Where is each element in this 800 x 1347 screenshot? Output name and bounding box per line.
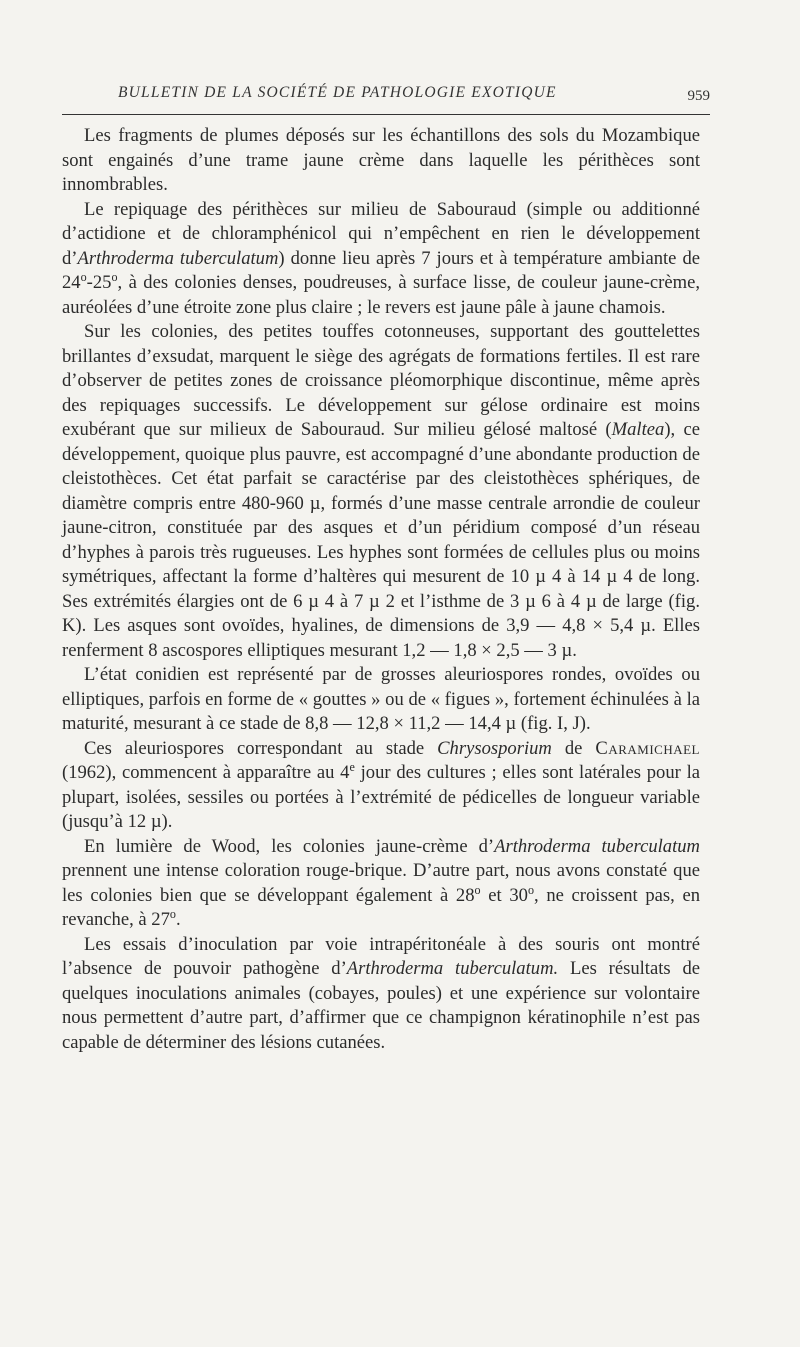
species-name: Arthroderma tuberculatum: [494, 835, 700, 857]
paragraph-1: [62, 124, 700, 198]
author-name: Caramichael: [595, 737, 700, 759]
paragraph-text: de: [551, 737, 596, 759]
degree-sign: o: [169, 906, 176, 921]
paragraph-text: , ne croissent pas, en revanche, à 27: [62, 884, 700, 930]
paragraph-text: Les essais d’inoculation par voie intrapéritonéale à des souris ont montré l’absence de pouvoir pathogène d’: [62, 933, 700, 979]
paragraph-text: Sur les colonies, des petites touffes cotonneuses, supportant des gouttelettes brillantes d’exsudat, marquent le siège des agrégats de formations fertiles. Il est rare d’observer de petites zones de croissance pléomorphique discontinue, même après des repiquages successifs. Le développement sur gélose ordinaire est moins exubérant que sur milieux de Sabouraud. Sur milieu gélosé maltosé (: [62, 321, 700, 440]
degree-sign: o: [474, 882, 481, 897]
journal-title: BULLETIN DE LA SOCIÉTÉ DE PATHOLOGIE EXOTIQUE: [118, 84, 557, 101]
paragraph-text: Les résultats de quelques inoculations animales (cobayes, poules) et une expérience sur volontaire nous permettent d’autre part, d’affirmer que ce champignon kératinophile n’est pas capable de déterminer des lésions cutanées.: [62, 958, 700, 1053]
genus-name: Maltea: [611, 419, 665, 440]
paragraph-text: .: [175, 909, 181, 930]
paragraph-text: -25: [86, 272, 112, 293]
paragraph-text: En lumière de Wood, les colonies jaune-crème d’: [84, 835, 495, 857]
paragraph-text: Le repiquage des périthèces sur milieu de Sabouraud (simple ou additionné d’actidione et de chloramphénicol qui n’empêchent en rien le développement d’: [62, 198, 700, 269]
paragraph-text: Ces aleuriospores correspondant au stade: [84, 737, 438, 759]
paragraph-text: L’état conidien est représenté par de grosses aleuriospores rondes, ovoïdes ou elliptiques, parfois en forme de « gouttes » ou de « figues », fortement échinulées à la maturité, mesurant à ce stade de 8,8 — 12,8 × 11,2 — 14,4 µ (fig. I, J).: [62, 664, 700, 734]
genus-name: Chrysosporium: [437, 737, 552, 759]
degree-sign: o: [80, 269, 87, 284]
paragraph-5: [62, 737, 700, 835]
paragraph-2: [62, 198, 700, 321]
paragraph-text: ) donne lieu après 7 jours et à température ambiante de 24: [62, 247, 700, 293]
running-header: [62, 78, 710, 115]
paragraph-7: [62, 933, 700, 1056]
article-body: [62, 124, 700, 1055]
paragraph-text: prennent une intense coloration rouge-brique. D’autre part, nous avons constaté que les colonies bien que se développant également à 28: [62, 860, 700, 906]
page-number: 959: [687, 88, 710, 104]
species-name: Arthroderma tuberculatum: [77, 247, 279, 269]
paragraph-text: Les fragments de plumes déposés sur les échantillons des sols du Mozambique sont engainés d’une trame jaune crème dans laquelle les périthèces sont innombrables.: [62, 125, 700, 195]
paragraph-6: [62, 835, 700, 933]
paragraph-text: (1962), commencent à apparaître au 4: [62, 762, 350, 783]
degree-sign: o: [527, 882, 534, 897]
paragraph-3: [62, 320, 700, 663]
paragraph-text: et 30: [480, 884, 528, 906]
paragraph-4: [62, 663, 700, 737]
paragraph-text: jour des cultures ; elles sont latérales pour la plupart, isolées, sessiles ou portées à l’extrémité de pédicelles de longueur variable (jusqu’à 12 µ).: [62, 762, 700, 832]
paragraph-text: , à des colonies denses, poudreuses, à surface lisse, de couleur jaune-crème, auréolées d’une étroite zone plus claire ; le revers est jaune pâle à jaune chamois.: [62, 272, 700, 318]
degree-sign: o: [111, 269, 118, 284]
paragraph-text: ), ce développement, quoique plus pauvre, est accompagné d’une abondante production de cleistothèces. Cet état parfait se caractérise par des cleistothèces sphériques, de diamètre compris entre 480-960 µ, formés d’une masse centrale arrondie de couleur jaune-citron, constituée par des asques et d’un péridium composé d’un réseau d’hyphes à parois très rugueuses. Les hyphes sont formées de cellules plus ou moins symétriques, affectant la forme d’haltères qui mesurent de 10 µ 4 à 14 µ 4 de long. Ses extrémités élargies ont de 6 µ 4 à 7 µ 2 et l’isthme de 3 µ 6 à 4 µ de large (fig. K). Les asques sont ovoïdes, hyalines, de dimensions de 3,9 — 4,8 × 5,4 µ. Elles renferment 8 ascospores elliptiques mesurant 1,2 — 1,8 × 2,5 — 3 µ.: [62, 419, 700, 661]
species-name: Arthroderma tuberculatum.: [346, 958, 559, 979]
superscript: e: [349, 759, 355, 774]
